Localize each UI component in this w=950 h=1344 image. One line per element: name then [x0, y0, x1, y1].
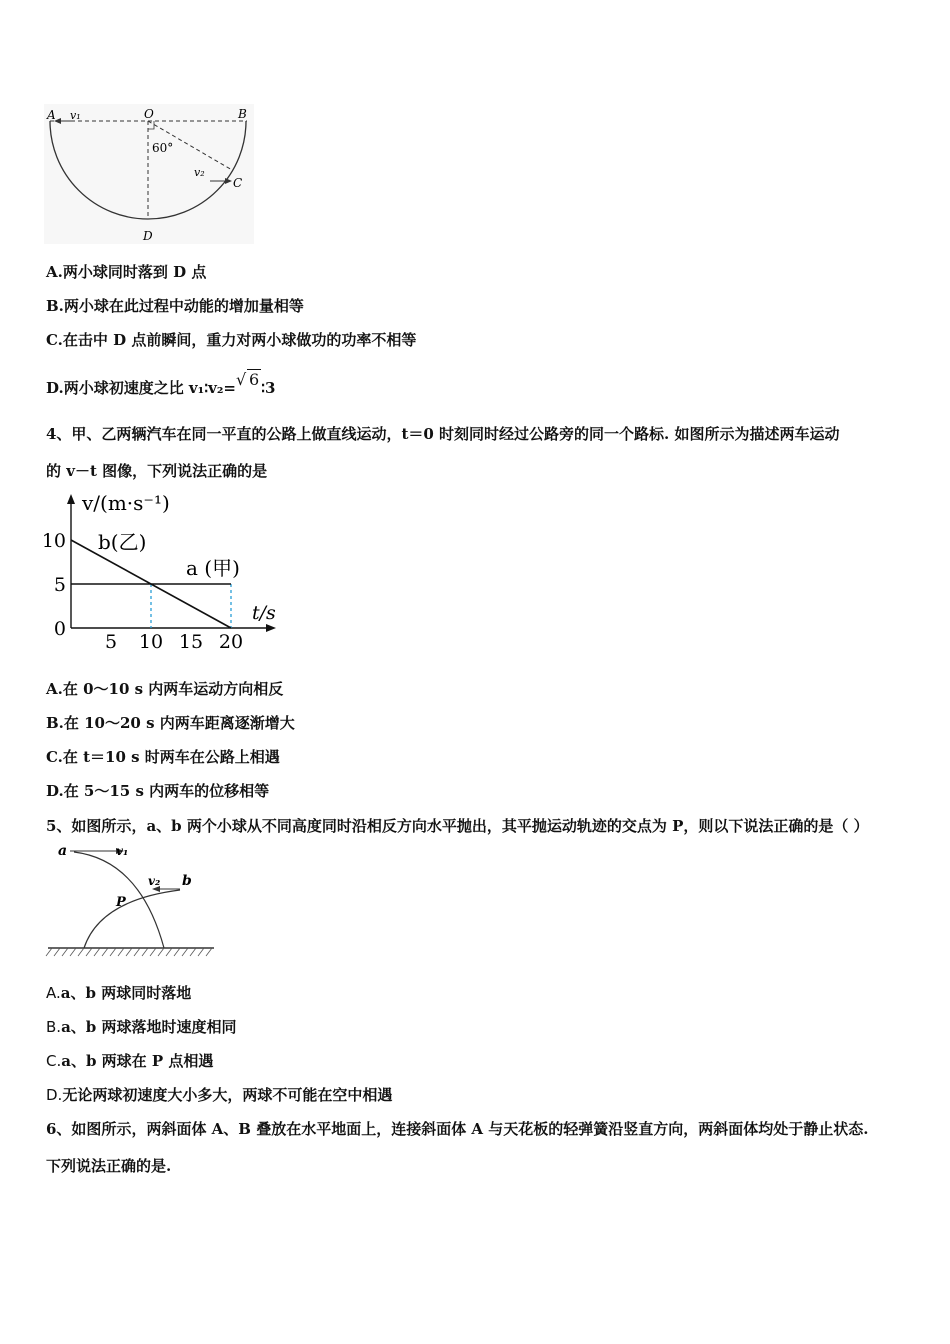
label-a: A	[47, 108, 56, 122]
q5-option-c-label: C.	[46, 1052, 62, 1070]
q3-option-d	[46, 370, 276, 398]
q4-stem-line1: 4、甲、乙两辆汽车在同一平直的公路上做直线运动，t＝0 时刻同时经过公路旁的同一个路标. 如图所示为描述两车运动	[46, 425, 840, 443]
sqrt-symbol	[236, 370, 261, 389]
q3-option-c: C.在击中 D 点前瞬间，重力对两小球做功的功率不相等	[46, 331, 417, 349]
q4-option-b: B.在 10～20 s 内两车距离逐渐增大	[46, 714, 295, 732]
q4-option-d: D.在 5～15 s 内两车的位移相等	[46, 782, 270, 800]
label-p: P	[116, 895, 126, 910]
series-a-label: a (甲)	[186, 556, 240, 580]
y-axis-label: v/(m·s⁻¹)	[82, 491, 170, 515]
x-axis-arrow	[266, 624, 276, 632]
trajectory-b	[84, 890, 180, 948]
q5-option-a	[46, 982, 191, 1003]
label-c: C	[233, 176, 243, 190]
q5-stem: 5、如图所示，a、b 两个小球从不同高度同时沿相反方向水平抛出，其平抛运动轨迹的交点为 P，则以下说法正确的是（ ）	[46, 817, 869, 835]
q5-option-c	[46, 1050, 213, 1071]
q5-option-a-text: a、b 两球同时落地	[60, 984, 192, 1002]
label-d: D	[143, 229, 153, 243]
q5-option-b-label: B.	[46, 1018, 62, 1036]
projectile-figure	[44, 840, 224, 962]
q3-option-d-prefix: D.两小球初速度之比 v₁∶v₂=	[46, 379, 236, 397]
label-b: B	[238, 107, 247, 121]
x-tick-label: 5	[104, 631, 118, 653]
ground-hatching	[46, 948, 212, 956]
label-angle: 60°	[152, 141, 174, 155]
y-tick-label: 10	[41, 530, 66, 552]
x-axis-label: t/s	[252, 602, 276, 624]
label-v2: v₂	[194, 166, 205, 179]
label-v1: v₁	[116, 844, 129, 858]
q5-option-c-text: a、b 两球在 P 点相遇	[61, 1052, 214, 1070]
q5-option-b	[46, 1016, 237, 1037]
label-v2: v₂	[148, 874, 161, 888]
q6-stem-line2: 下列说法正确的是.	[46, 1157, 172, 1175]
q5-option-a-label: A.	[46, 984, 61, 1002]
q4-stem-line2: 的 v－t 图像，下列说法正确的是	[46, 462, 268, 480]
q3-option-b: B.两小球在此过程中动能的增加量相等	[46, 297, 304, 315]
x-tick-label: 15	[178, 631, 204, 653]
y-tick-label: 0	[53, 618, 66, 640]
semicircle-figure	[44, 104, 254, 244]
label-ball-a: a	[58, 843, 68, 859]
vt-chart	[40, 486, 290, 656]
label-o: O	[144, 107, 154, 121]
label-v1: v₁	[70, 109, 81, 122]
q6-stem-line1: 6、如图所示，两斜面体 A、B 叠放在水平地面上，连接斜面体 A 与天花板的轻弹簧沿竖直方向，两斜面体均处于静止状态.	[46, 1120, 869, 1138]
y-tick-label: 5	[53, 574, 66, 596]
q5-option-d-label: D.	[46, 1086, 63, 1104]
q5-option-d-text: 无论两球初速度大小多大，两球不可能在空中相遇	[62, 1086, 393, 1104]
q4-option-c: C.在 t＝10 s 时两车在公路上相遇	[46, 748, 280, 766]
x-tick-label: 20	[218, 631, 244, 653]
q5-option-d	[46, 1084, 392, 1105]
label-ball-b: b	[182, 873, 192, 889]
series-b-label: b(乙)	[98, 530, 147, 554]
q3-option-a: A.两小球同时落到 D 点	[46, 263, 207, 281]
y-axis-arrow	[67, 494, 75, 504]
q5-option-b-text: a、b 两球落地时速度相同	[61, 1018, 237, 1036]
q4-option-a: A.在 0～10 s 内两车运动方向相反	[46, 680, 284, 698]
sqrt-radicand: 6	[248, 370, 260, 389]
x-tick-label: 10	[138, 631, 164, 653]
q3-option-d-suffix: ∶3	[261, 379, 276, 397]
